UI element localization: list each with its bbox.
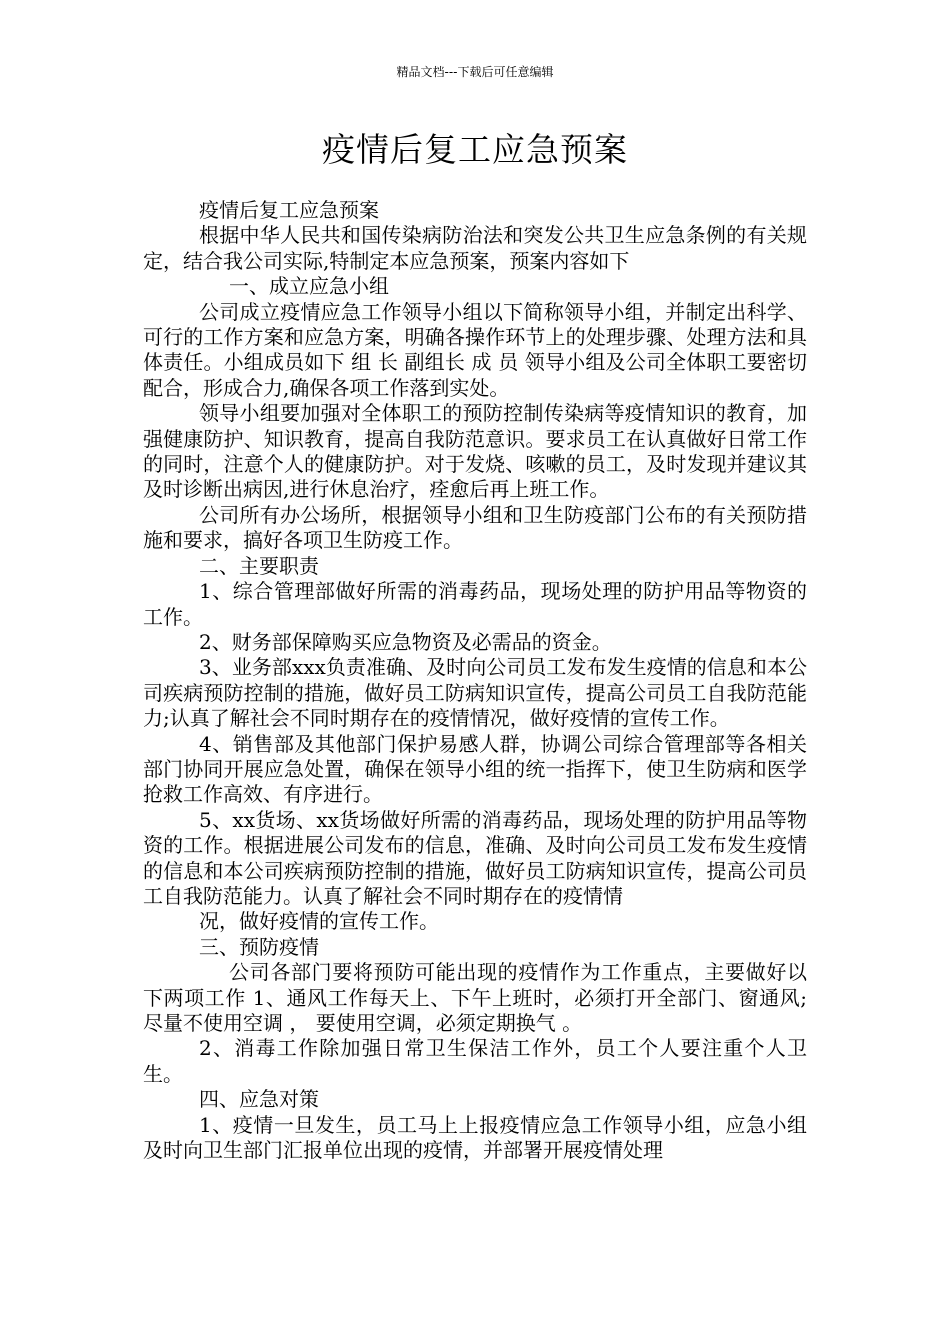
list-item: 2、消毒工作除加强日常卫生保洁工作外，员工个人要注重个人卫生。 (143, 1036, 807, 1086)
paragraph: 疫情后复工应急预案 (199, 198, 379, 222)
list-item: 3、业务部xxx负责准确、及时向公司员工发布发生疫情的信息和本公司疾病预防控制的措施，做好员工防病知识宣传，提高公司员工自我防范能力;认真了解社会不同时期存在的疫情情况，做好疫情的宣传工作。 (143, 655, 807, 731)
list-item: 1、综合管理部做好所需的消毒药品，现场处理的防护用品等物资的工作。 (143, 579, 807, 629)
section-heading: 三、预防疫情 (199, 934, 319, 959)
list-item: 5、xx货场、xx货场做好所需的消毒药品，现场处理的防护用品等物资的工作。根据进展公司发布的信息，准确、及时向公司员工发布发生疫情的信息和本公司疾病预防控制的措施，做好员工防病知识宣传，提高公司员工自我防范能力。认真了解社会不同时期存在的疫情情 (143, 807, 807, 908)
page-header: 精品文档---下载后可任意编辑 (396, 65, 554, 79)
section-heading: 二、主要职责 (199, 553, 319, 578)
paragraph: 况，做好疫情的宣传工作。 (199, 909, 439, 934)
section-heading: 一、成立应急小组 (229, 274, 389, 299)
paragraph: 公司所有办公场所，根据领导小组和卫生防疫部门公布的有关预防措施和要求，搞好各项卫生防疫工作。 (143, 502, 807, 553)
list-item: 1、疫情一旦发生，员工马上上报疫情应急工作领导小组，应急小组及时向卫生部门汇报单位出现的疫情，并部署开展疫情处理 (143, 1112, 807, 1163)
list-item: 2、财务部保障购买应急物资及必需品的资金。 (199, 629, 612, 654)
paragraph: 领导小组要加强对全体职工的预防控制传染病等疫情知识的教育，加强健康防护、知识教育，提高自我防范意识。要求员工在认真做好日常工作的同时，注意个人的健康防护。对于发烧、咳嗽的员工，及时发现并建议其及时诊断出病因,进行休息治疗，痊愈后再上班工作。 (143, 401, 807, 502)
document-title: 疫情后复工应急预案 (322, 130, 628, 169)
paragraph: 公司各部门要将预防可能出现的疫情作为工作重点，主要做好以下两项工作 1、通风工作每天上、下午上班时，必须打开全部门、窗通风;尽量不使用空调 ， 要使用空调，必须定期换气 。 (143, 960, 807, 1035)
paragraph: 根据中华人民共和国传染病防治法和突发公共卫生应急条例的有关规定，结合我公司实际,特制定本应急预案，预案内容如下 (143, 223, 807, 273)
list-item: 4、销售部及其他部门保护易感人群，协调公司综合管理部等各相关部门协同开展应急处置，确保在领导小组的统一指挥下，使卫生防病和医学抢救工作高效、有序进行。 (143, 731, 807, 807)
paragraph: 公司成立疫情应急工作领导小组以下简称领导小组，并制定出科学、可行的工作方案和应急方案，明确各操作环节上的处理步骤、处理方法和具体责任。小组成员如下 组 长 副组长 成 员 领导小组及公司全体职工要密切配合，形成合力,确保各项工作落到实处。 (143, 299, 807, 400)
section-heading: 四、应急对策 (199, 1087, 319, 1112)
document-body (143, 198, 807, 1163)
